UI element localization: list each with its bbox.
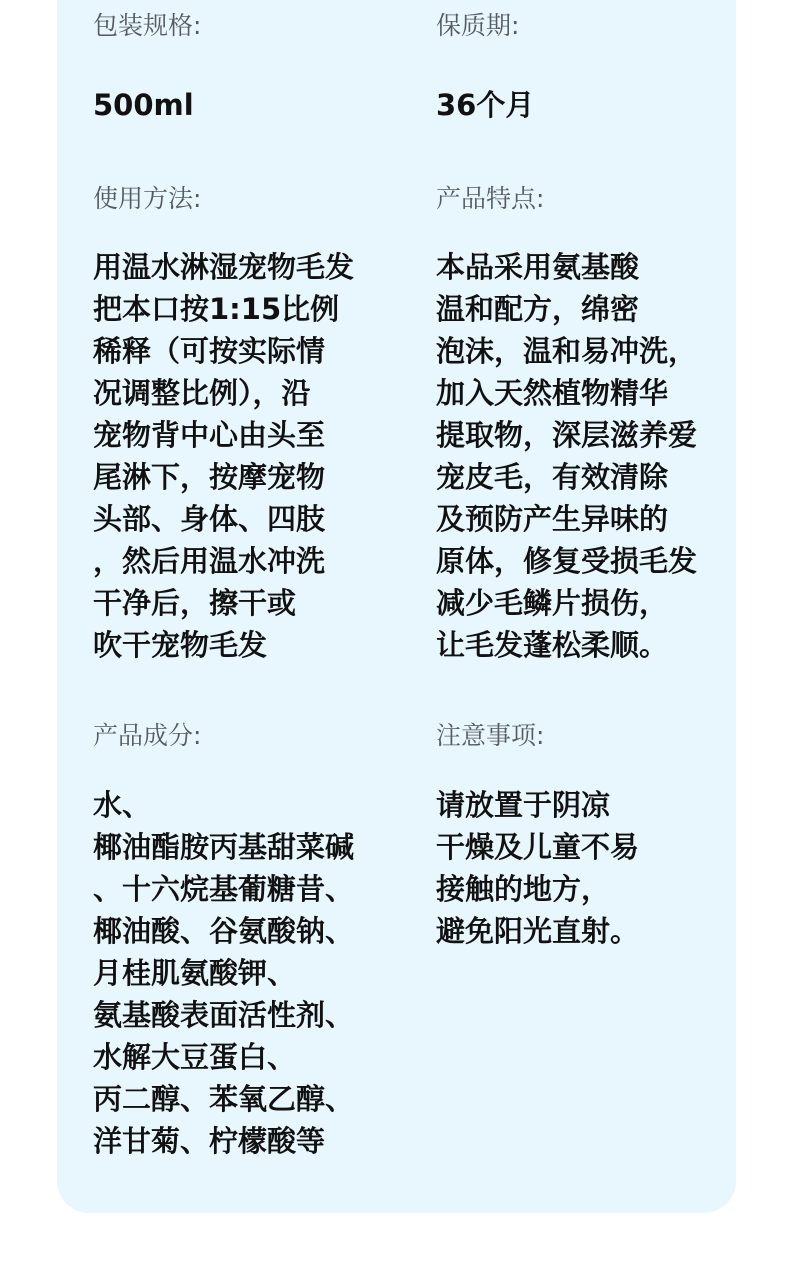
precautions-line: 干燥及儿童不易 [436,830,640,864]
usage-line: ，然后用温水冲洗 [93,544,326,578]
ingredients-line: 丙二醇、苯氧乙醇、 [93,1082,355,1116]
ingredients-label: 产品成分: [93,721,202,750]
usage-line: 况调整比例），沿 [93,376,311,410]
usage-line: 尾淋下，按摩宠物 [93,460,326,494]
ingredients-line: 水解大豆蛋白、 [93,1040,297,1074]
ingredients-text [93,784,354,1162]
ingredients-line: 洋甘菊、柠檬酸等 [93,1124,326,1158]
features-line: 泡沫，温和易冲洗， [436,334,698,368]
features-line: 减少毛鳞片损伤， [436,586,669,620]
ingredients-line: 椰油酯胺丙基甜菜碱 [93,830,355,864]
precautions-text [436,784,639,952]
usage-line: 宠物背中心由头至 [93,418,326,452]
usage-line: 干净后，擦干或 [93,586,297,620]
usage-line: 稀释（可按实际情 [93,334,326,368]
precautions-line: 请放置于阴凉 [436,788,611,822]
usage-label: 使用方法: [93,184,202,213]
features-line: 加入天然植物精华 [436,376,669,410]
precautions-line: 避免阳光直射。 [436,914,640,948]
ingredients-line: 水、 [93,788,152,822]
features-line: 及预防产生异味的 [436,502,669,536]
shelf-life-value: 36个月 [436,88,535,122]
ingredients-line: 、十六烷基葡糖昔、 [93,872,355,906]
usage-line: 用温水淋湿宠物毛发 [93,250,355,284]
usage-text [93,246,354,666]
usage-line: 头部、身体、四肢 [93,502,326,536]
packaging-label: 包装规格: [93,11,202,40]
shelf-life-label: 保质期: [436,11,520,40]
features-line: 让毛发蓬松柔顺。 [436,628,669,662]
ingredients-line: 椰油酸、谷氨酸钠、 [93,914,355,948]
usage-line: 把本口按1:15比例 [93,292,340,326]
precautions-line: 接触的地方， [436,872,611,906]
features-line: 原体，修复受损毛发 [436,544,698,578]
usage-line: 吹干宠物毛发 [93,628,268,662]
packaging-value: 500ml [93,88,194,122]
features-label: 产品特点: [436,184,545,213]
features-line: 本品采用氨基酸 [436,250,640,284]
ingredients-line: 月桂肌氨酸钾、 [93,956,297,990]
features-line: 宠皮毛，有效清除 [436,460,669,494]
ingredients-line: 氨基酸表面活性剂、 [93,998,355,1032]
features-line: 温和配方，绵密 [436,292,640,326]
features-line: 提取物，深层滋养爱 [436,418,698,452]
features-text [436,246,697,666]
precautions-label: 注意事项: [436,721,545,750]
